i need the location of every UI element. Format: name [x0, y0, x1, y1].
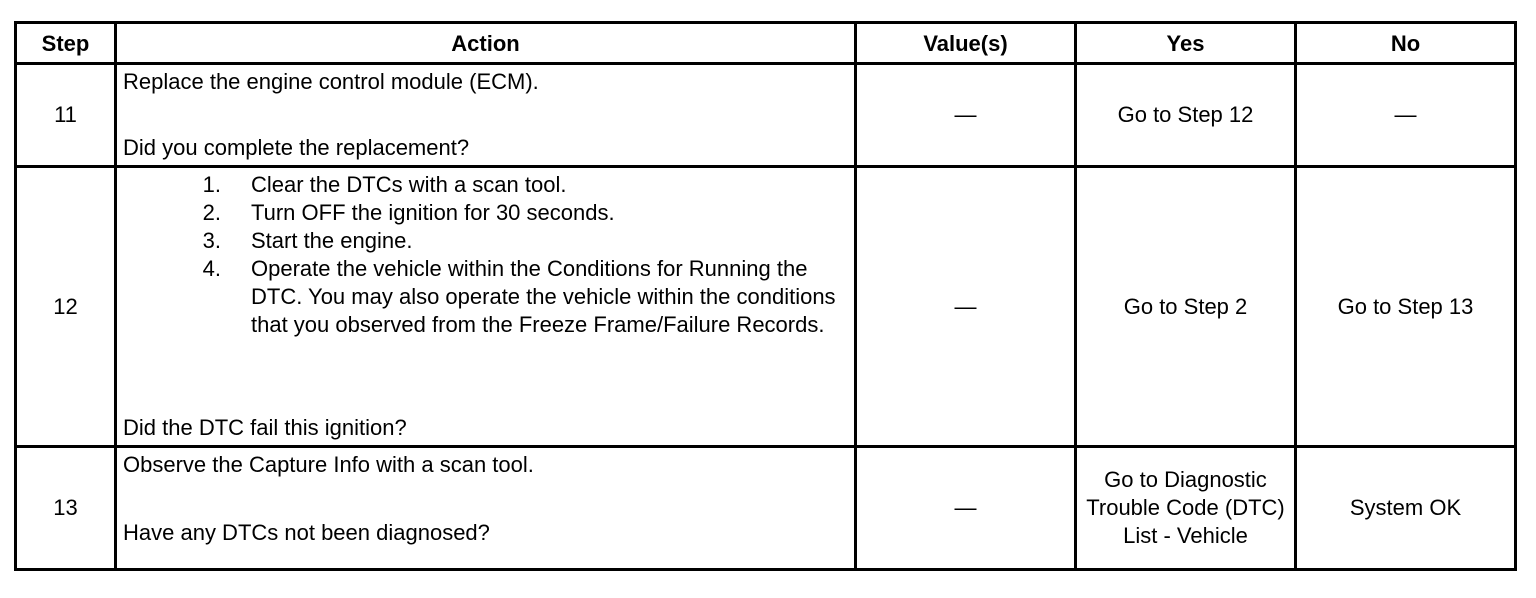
diagnostic-table: [14, 21, 1517, 571]
table-row: [16, 167, 1516, 447]
action-cell: [116, 167, 856, 447]
action-cell: [116, 64, 856, 167]
list-item: [123, 227, 848, 255]
list-text: Clear the DTCs with a scan tool.: [251, 172, 567, 197]
header-yes: Yes: [1076, 23, 1296, 64]
header-values: Value(s): [856, 23, 1076, 64]
header-row: [16, 23, 1516, 64]
list-number: 2.: [202, 200, 221, 225]
header-step: Step: [16, 23, 116, 64]
step-number: 11: [16, 64, 116, 167]
no-cell: System OK: [1296, 447, 1516, 570]
no-cell: —: [1296, 64, 1516, 167]
value-cell: —: [856, 447, 1076, 570]
yes-cell: Go to Diagnostic Trouble Code (DTC) List - Vehicle: [1076, 447, 1296, 570]
table-row: [16, 64, 1516, 167]
action-question: Did the DTC fail this ignition?: [123, 415, 407, 440]
step-number: 12: [16, 167, 116, 447]
value-cell: —: [856, 167, 1076, 447]
list-item: [123, 171, 848, 199]
table-row: [16, 447, 1516, 570]
value-cell: —: [856, 64, 1076, 167]
action-question: Have any DTCs not been diagnosed?: [123, 520, 490, 545]
list-item: [123, 199, 848, 227]
no-cell: Go to Step 13: [1296, 167, 1516, 447]
header-no: No: [1296, 23, 1516, 64]
list-number: 3.: [202, 228, 221, 253]
yes-cell: Go to Step 12: [1076, 64, 1296, 167]
list-text: Start the engine.: [251, 228, 413, 253]
step-number: 13: [16, 447, 116, 570]
action-text: Replace the engine control module (ECM).: [123, 69, 539, 94]
header-action: Action: [116, 23, 856, 64]
list-number: 1.: [202, 172, 221, 197]
list-text: Operate the vehicle within the Conditions for Running the DTC. You may also operate the vehicle within the conditions that you observed from the Freeze Frame/Failure Records.: [251, 256, 836, 337]
yes-cell: Go to Step 2: [1076, 167, 1296, 447]
action-text: Observe the Capture Info with a scan tool.: [123, 452, 534, 477]
list-item: [123, 255, 848, 339]
action-cell: [116, 447, 856, 570]
procedure-list: [123, 171, 848, 339]
list-number: 4.: [202, 256, 221, 281]
list-text: Turn OFF the ignition for 30 seconds.: [251, 200, 615, 225]
action-question: Did you complete the replacement?: [123, 135, 470, 160]
